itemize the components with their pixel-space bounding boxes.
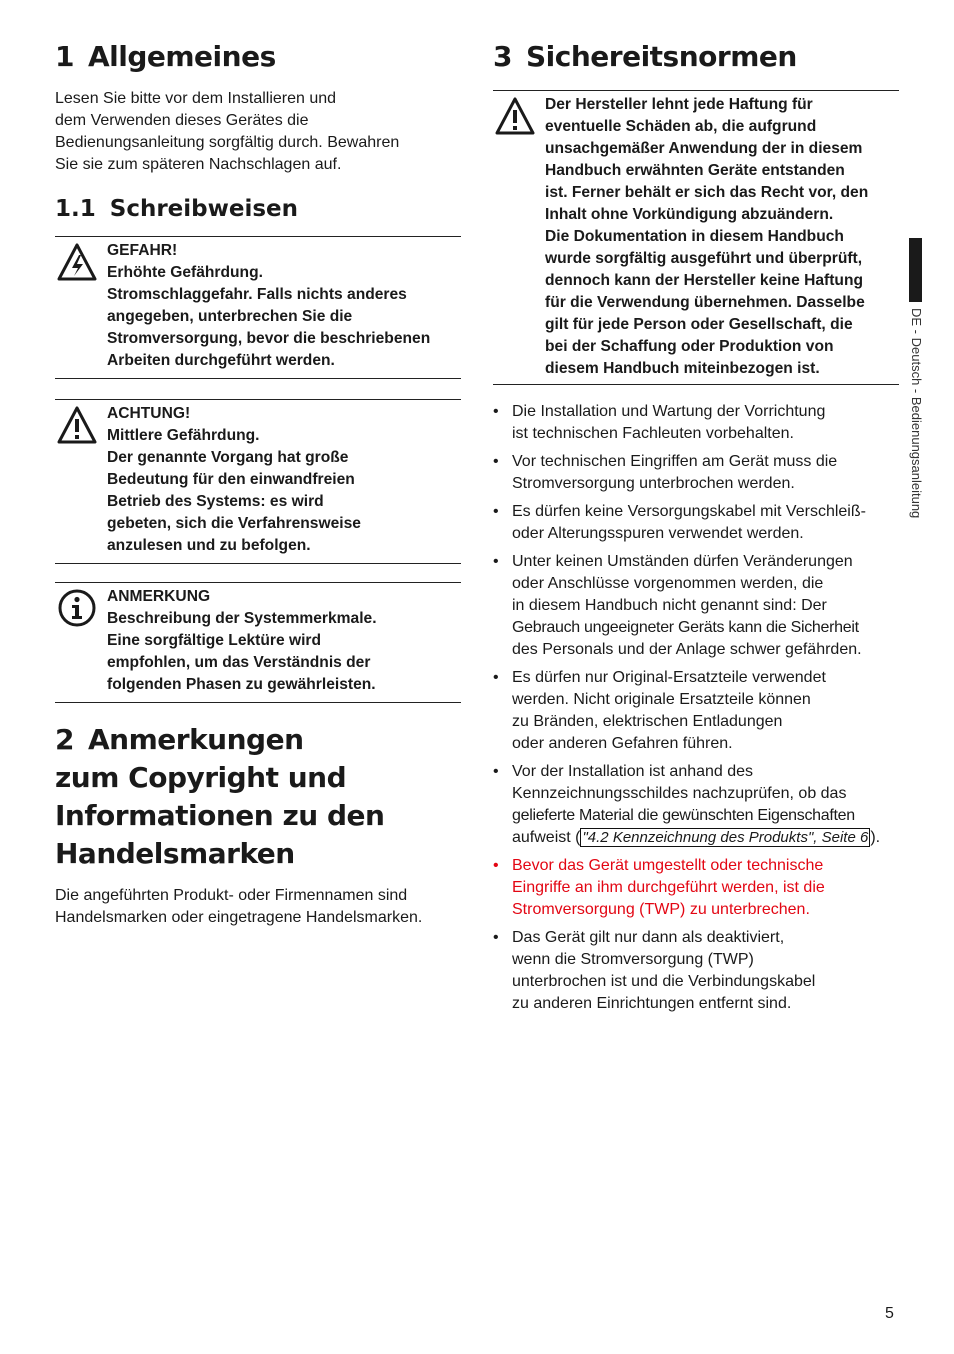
list-line: oder anderen Gefahren führen.: [512, 735, 733, 752]
notice-line: anzulesen und zu befolgen.: [107, 537, 311, 554]
cross-reference-link[interactable]: "4.2 Kennzeichnung des Produkts", Seite 6: [582, 829, 869, 846]
notice-line: Der genannte Vorgang hat große: [107, 449, 349, 466]
caution-notice: [55, 399, 461, 564]
list-line: oder Alterungsspuren verwendet werden.: [512, 525, 804, 542]
list-line: zu Bränden, elektrischen Entladungen: [512, 713, 783, 730]
list-line: Das Gerät gilt nur dann als deaktiviert,: [512, 929, 785, 946]
list-line: des Personals und der Anlage schwer gefährden.: [512, 641, 862, 658]
list-line: wenn die Stromversorgung (TWP): [512, 951, 754, 968]
list-line: oder Anschlüsse vorgenommen werden, die: [512, 575, 824, 592]
info-notice: [55, 582, 461, 703]
notice-line: Stromversorgung, bevor die beschriebenen: [107, 330, 431, 347]
list-line: Unter keinen Umständen dürfen Veränderungen: [512, 553, 853, 570]
list-item: [493, 761, 899, 849]
notice-line: unsachgemäßer Anwendung der in diesem: [545, 140, 863, 157]
warning-triangle-icon: [57, 405, 97, 445]
notice-line: wurde sorgfältig ausgeführt und überprüft,: [545, 250, 863, 267]
list-line: gelieferte Material die gewünschten Eigenschaften: [512, 807, 855, 824]
subsection-number: 1.1: [55, 196, 96, 222]
notice-line: angegeben, unterbrechen Sie die: [107, 308, 353, 325]
notice-line: Die Dokumentation in diesem Handbuch: [545, 228, 844, 245]
bullet: •: [493, 929, 499, 946]
notice-line: Mittlere Gefährdung.: [107, 427, 260, 444]
list-item: [493, 551, 899, 661]
notice-line: empfohlen, um das Verständnis der: [107, 654, 371, 671]
notice-line: gilt für jede Person oder Gesellschaft, die: [545, 316, 853, 333]
danger-notice-text: [107, 240, 461, 372]
liability-notice: [493, 90, 899, 385]
notice-line: Inhalt ohne Vorkündigung abzuändern.: [545, 206, 834, 223]
notice-line: für die Verwendung übernehmen. Dasselbe: [545, 294, 865, 311]
info-notice-text: [107, 586, 461, 696]
section-3-heading: [493, 38, 899, 76]
notice-line: Beschreibung der Systemmerkmale.: [107, 610, 377, 627]
list-line: ).: [870, 829, 881, 846]
liability-notice-text: [545, 94, 899, 380]
section-2-title-line: Informationen zu den: [55, 799, 385, 832]
list-item-warning: [493, 855, 899, 921]
notice-line: eventuelle Schäden ab, die aufgrund: [545, 118, 817, 135]
notice-line: GEFAHR!: [107, 242, 178, 259]
list-line: in diesem Handbuch nicht genannt sind: Der: [512, 597, 827, 614]
notice-line: bei der Schaffung oder Produktion von: [545, 338, 834, 355]
list-item: [493, 451, 899, 495]
info-icon: [57, 588, 97, 628]
list-line: Kennzeichnungsschildes nachzuprüfen, ob das: [512, 785, 847, 802]
list-line: ist technischen Fachleuten vorbehalten.: [512, 425, 794, 442]
notice-line: Arbeiten durchgeführt werden.: [107, 352, 335, 369]
notice-line: ist. Ferner behält er sich das Recht vor, den: [545, 184, 869, 201]
safety-list: [493, 401, 899, 1015]
body-line: Die angeführten Produkt- oder Firmennamen sind: [55, 887, 408, 904]
notice-line: folgenden Phasen zu gewährleisten.: [107, 676, 376, 693]
list-line: aufweist (: [512, 829, 581, 846]
section-1-heading: [55, 38, 461, 76]
list-line: zu anderen Einrichtungen entfernt sind.: [512, 995, 792, 1012]
side-tab-marker: [909, 238, 922, 302]
bullet: •: [493, 553, 499, 570]
list-item: [493, 401, 899, 445]
section-2-number: 2: [55, 723, 74, 756]
section-2-title-line: Handelsmarken: [55, 837, 295, 870]
section-2-body: [55, 885, 461, 929]
notice-line: Bedeutung für den einwandfreien: [107, 471, 355, 488]
list-item: [493, 667, 899, 755]
notice-line: diesem Handbuch miteinbezogen ist.: [545, 360, 820, 377]
notice-line: gebeten, sich die Verfahrensweise: [107, 515, 361, 532]
section-2-heading: [55, 721, 461, 873]
list-line: Die Installation und Wartung der Vorrichtung: [512, 403, 826, 420]
right-column: [493, 38, 899, 1021]
section-2-title-line: Anmerkungen: [87, 723, 304, 756]
section-2-title-line: zum Copyright und: [55, 761, 347, 794]
list-line: Gebrauch ungeeigneter Geräts kann die Sicherheit: [512, 619, 859, 636]
intro-line: Lesen Sie bitte vor dem Installieren und: [55, 90, 337, 107]
section-1-number: 1: [55, 40, 74, 73]
list-line: Vor technischen Eingriffen am Gerät muss die: [512, 453, 838, 470]
list-line: Vor der Installation ist anhand des: [512, 763, 754, 780]
left-column: [55, 38, 461, 929]
section-1-title: Allgemeines: [87, 40, 276, 73]
list-line: Es dürfen keine Versorgungskabel mit Verschleiß-: [512, 503, 866, 520]
body-line: Handelsmarken oder eingetragene Handelsmarken.: [55, 909, 423, 926]
intro-line: dem Verwenden dieses Gerätes die: [55, 112, 309, 129]
subsection-title: Schreibweisen: [109, 196, 299, 222]
list-item: [493, 501, 899, 545]
danger-notice: [55, 236, 461, 379]
bullet: •: [493, 857, 499, 874]
intro-line: Bedienungsanleitung sorgfältig durch. Bewahren: [55, 134, 400, 151]
section-3-title: Sichereitsnormen: [525, 40, 797, 73]
notice-line: ANMERKUNG: [107, 588, 211, 605]
list-line: Eingriffe an ihm durchgeführt werden, ist die: [512, 879, 825, 896]
section-1-intro: [55, 88, 461, 176]
notice-line: Eine sorgfältige Lektüre wird: [107, 632, 322, 649]
side-label: DE - Deutsch - Bedienungsanleitung: [909, 308, 924, 519]
notice-line: Erhöhte Gefährdung.: [107, 264, 263, 281]
intro-line: Sie sie zum späteren Nachschlagen auf.: [55, 156, 342, 173]
list-line: werden. Nicht originale Ersatzteile können: [512, 691, 811, 708]
list-line: Es dürfen nur Original-Ersatzteile verwendet: [512, 669, 826, 686]
subsection-1-1-heading: [55, 194, 461, 224]
notice-line: Der Hersteller lehnt jede Haftung für: [545, 96, 813, 113]
list-line: Stromversorgung unterbrochen werden.: [512, 475, 795, 492]
bullet: •: [493, 763, 499, 780]
bullet: •: [493, 403, 499, 420]
notice-line: ACHTUNG!: [107, 405, 191, 422]
bullet: •: [493, 503, 499, 520]
electric-hazard-icon: [57, 242, 97, 282]
list-line: Bevor das Gerät umgestellt oder technische: [512, 857, 824, 874]
list-item: [493, 927, 899, 1015]
bullet: •: [493, 453, 499, 470]
caution-notice-text: [107, 403, 461, 557]
warning-triangle-icon: [495, 96, 535, 136]
notice-line: Betrieb des Systems: es wird: [107, 493, 324, 510]
notice-line: Stromschlaggefahr. Falls nichts anderes: [107, 286, 407, 303]
section-3-number: 3: [493, 40, 512, 73]
bullet: •: [493, 669, 499, 686]
notice-line: Handbuch erwähnten Geräte entstanden: [545, 162, 845, 179]
notice-line: dennoch kann der Hersteller keine Haftung: [545, 272, 864, 289]
list-line: unterbrochen ist und die Verbindungskabel: [512, 973, 816, 990]
list-line: Stromversorgung (TWP) zu unterbrechen.: [512, 901, 810, 918]
page-number: 5: [885, 1305, 894, 1322]
